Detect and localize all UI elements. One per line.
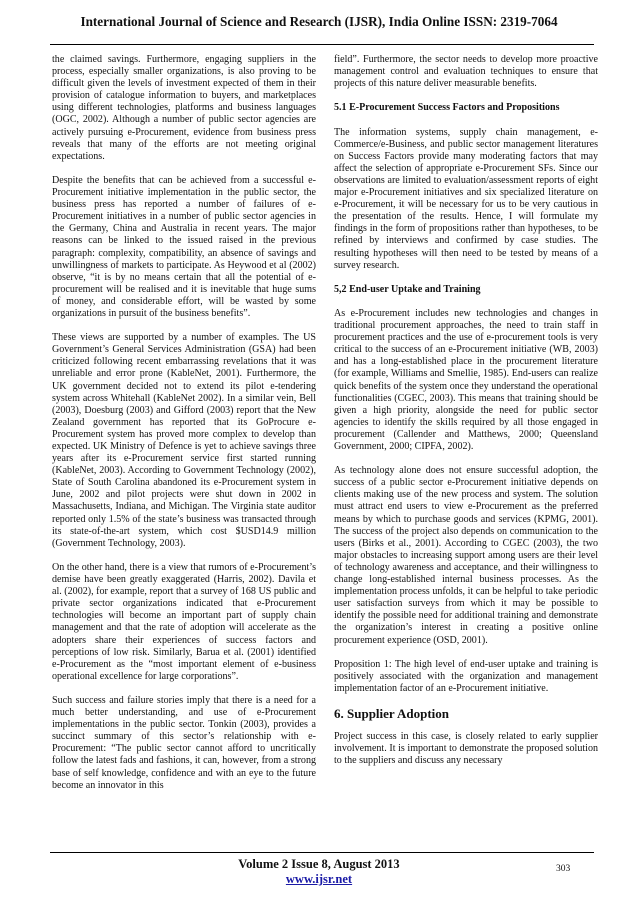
page-number: 303 — [556, 864, 571, 874]
paragraph: As technology alone does not ensure successful adoption, the success of a public sector e-Procurement initiative depends on clients making use of the new process and system. The solution must attract end users to view e-Procurement as the preferred means by which to purchase goods and services (KPMG, 2001). The success of the project also depends on communication to the users (Birks et al., 2001). According to CGEC (2003), the two major obstacles to increasing support among users are their level of technology awareness and acceptance, and their willingness to change long-established internal business processes. As the implementation process unfolds, it can be helpful to take periodic user satisfaction surveys from which it may be possible to identify the possible need for additional training and demonstrate the organization’s interest in creating a positive online procurement experience (OSD, 2001). — [334, 465, 598, 646]
paragraph: the claimed savings. Furthermore, engaging suppliers in the process, especially smaller organizations, is also proving to be difficult given the levels of investment expected of them in their provision of catalogue information to buyers, and marketplaces using different technologies, platforms and business languages (OGC, 2002). Although a number of public sector agencies are actively pursuing e-Procurement, evidence from business press reveals that many of the efforts are not meeting original expectations. — [52, 54, 316, 162]
left-column — [52, 54, 316, 804]
proposition-paragraph: Proposition 1: The high level of end-user uptake and training is positively associated with the organization and management implementation factor of an e-Procurement initiative. — [334, 658, 598, 694]
header-rule — [50, 44, 594, 45]
paragraph: On the other hand, there is a view that rumors of e-Procurement’s demise have been greatly exaggerated (Harris, 2002). Davila et al. (2002), for example, report that a survey of 168 US public and private sector organizations indicated that e-Procurement technologies will become an important part of supply chain management and that the rate of adoption will accelerate as the adopters share their experiences of success factors and perceptions of low risk. Similarly, Barua et al. (2001) identified e-Procurement as the “most important element of e-business operational excellence for large corporations”. — [52, 561, 316, 682]
paragraph: These views are supported by a number of examples. The US Government’s General Services Administration (GSA) had been criticized following recent embarrassing revelations that it was unreliable and error prone (KableNet, 2001). Furthermore, the UK government decided not to extend its pilot e-tendering system across Whitehall (KableNet 2002). In a similar vein, Bell (2003), Doesburg (2003) and Gifford (2003) report that the New Zealand government has reported that its GoProcure e-Procurement system has proved more complex to develop than expected. UK Ministry of Defence is yet to achieve savings three years after its e-Procurement service first started running (KableNet, 2003). According to Government Technology (2002), State of South Carolina abandoned its e-Procurement system in June, 2002 and pilot projects were shut down in 2002 in Massachusetts, Indiana, and Michigan. The Virginia state auditor reported only 1.5% of the state’s business was transacted through its state-of-the-art system, which cost $USD14.9 million (Government Technology, 2003). — [52, 332, 316, 549]
section-heading-6: 6. Supplier Adoption — [334, 706, 450, 722]
paragraph: field”. Furthermore, the sector needs to develop more proactive management control and evaluation techniques to ensure that projects of this nature deliver measurable benefits. — [334, 54, 598, 90]
volume-issue: Volume 2 Issue 8, August 2013 — [238, 857, 400, 871]
right-column — [334, 54, 598, 779]
paragraph: Despite the benefits that can be achieved from a successful e-Procurement initiative implementation in the public sector, the business press has reported a number of failures of e-Procurement initiatives in a number of public sector agencies in the Germany, China and Australia in recent years. The major reasons can be linked to the issued raised in the previous paragraph: complexity, compatibility, an absence of savings and unwillingness of markets to participate. As Heywood et al (2002) observe, “it is by no means certain that all the potential of e-procurement will be realised and it is inevitable that huge sums of money, and considerable effort, will be wasted by some organizations in pursuit of the business benefits”. — [52, 174, 316, 319]
footer-rule — [50, 852, 594, 853]
section-heading-5-1: 5.1 E-Procurement Success Factors and Propositions — [334, 102, 560, 114]
paragraph: As e-Procurement includes new technologies and changes in traditional procurement approaches, the need to train staff in procurement practices and the use of e-procurement tools is very critical to the success of an e-Procurement initiative (WB, 2003) and has a long-established place in the procurement literature (for example, Williams and Smellie, 1985). End-users can realize quick benefits of the system once they understand the operational functionalities (CGEC, 2003). This means that training should be given a high priority, alongside the need for public sector agencies to identify the skills required by all those engaged in procurement (Callender and Matthews, 2000; Queensland Government, 2000; CIPFA, 2002). — [334, 307, 598, 452]
paragraph: The information systems, supply chain management, e-Commerce/e-Business, and public sector management literatures on Success Factors provide many moderating factors that may affect the selection of appropriate e-Procurement SFs. Since our observations are limited to evaluation/assessment reports of eight major e-Procurement initiatives and six specialized literature on e-Procurement, it will be necessary for us to be very cautious in the presentation of the results. Hence, I will formulate my findings in the form of propositions rather than hypotheses, to be refined by interviews and confirmed by case studies. The resulting hypotheses will then need to be tested by means of a survey research. — [334, 126, 598, 271]
journal-header: International Journal of Science and Research (IJSR), India Online ISSN: 2319-7064 — [80, 14, 558, 29]
paragraph: Project success in this case, is closely related to early supplier involvement. It is important to demonstrate the proposed solution to the suppliers and discuss any necessary — [334, 731, 598, 767]
journal-url-link[interactable]: www.ijsr.net — [285, 872, 353, 886]
paragraph: Such success and failure stories imply that there is a need for a much better understanding, and use of e-Procurement implementations in the public sector. Tonkin (2003), provides a succinct summary of this sector’s relationship with e-Procurement: “The public sector cannot afford to uncritically follow the latest fads and fashions, it can, however, from a strong base of self knowledge, confidence and with an eye to the future become an innovator in this — [52, 694, 316, 791]
section-heading-5-2: 5,2 End-user Uptake and Training — [334, 283, 481, 295]
